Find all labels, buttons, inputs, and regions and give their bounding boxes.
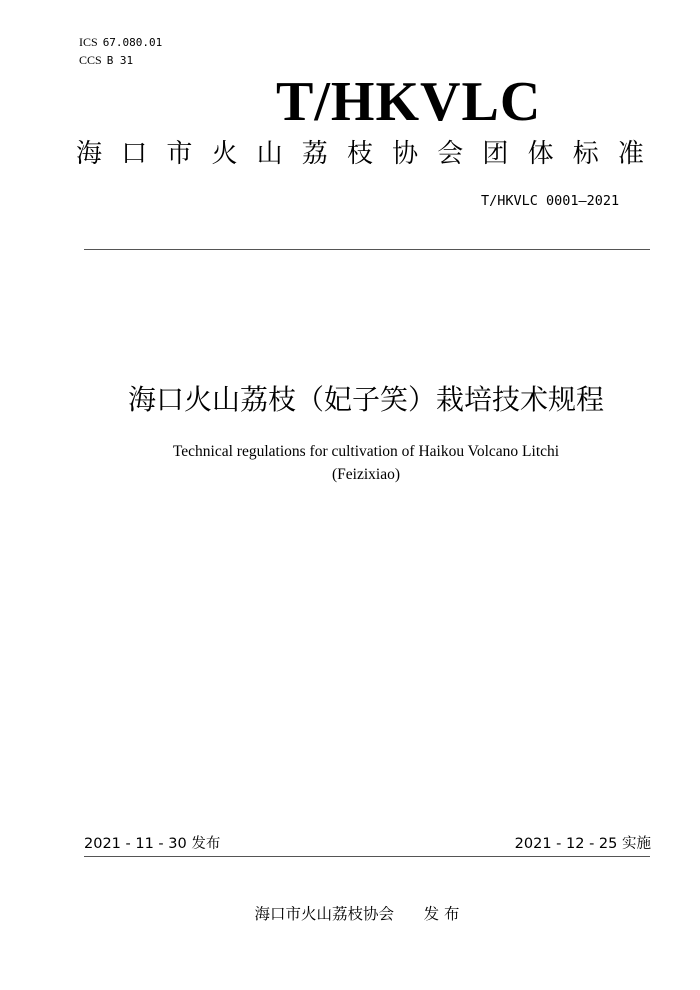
ics-code [79, 35, 162, 50]
association-char: 团 [482, 139, 509, 169]
ccs-value: B 31 [106, 54, 134, 67]
association-char: 会 [437, 139, 464, 169]
document-title-chinese: 海口火山荔枝（妃子笑）栽培技术规程 [127, 383, 604, 416]
ccs-code [79, 53, 133, 68]
ccs-label: CCS [79, 53, 102, 67]
date-divider [84, 856, 650, 857]
association-char: 枝 [346, 139, 373, 169]
ics-value: 67.080.01 [102, 36, 163, 49]
association-char: 协 [392, 139, 419, 169]
association-char: 海 [76, 139, 103, 169]
association-char: 市 [166, 139, 193, 169]
association-char: 山 [256, 139, 283, 169]
document-title-english-line2: (Feizixiao) [331, 466, 400, 483]
release-date: 2021 - 11 - 30 发布 [84, 836, 221, 852]
association-char: 口 [121, 139, 148, 169]
association-char: 准 [617, 139, 644, 169]
association-standard-name [76, 136, 644, 172]
implementation-date: 2021 - 12 - 25 实施 [514, 836, 651, 852]
association-char: 标 [572, 139, 599, 169]
header-divider [84, 249, 650, 250]
publisher: 海口市火山荔枝协会 发 布 [254, 905, 460, 923]
document-title-english-line1: Technical regulations for cultivation of Haikou Volcano Litchi [172, 443, 560, 460]
association-char: 体 [527, 139, 554, 169]
standard-logo: T/HKVLC [276, 71, 542, 133]
standard-number: T/HKVLC 0001—2021 [481, 193, 620, 209]
ics-label: ICS [79, 35, 98, 49]
association-char: 火 [211, 139, 238, 169]
association-char: 荔 [301, 139, 328, 169]
